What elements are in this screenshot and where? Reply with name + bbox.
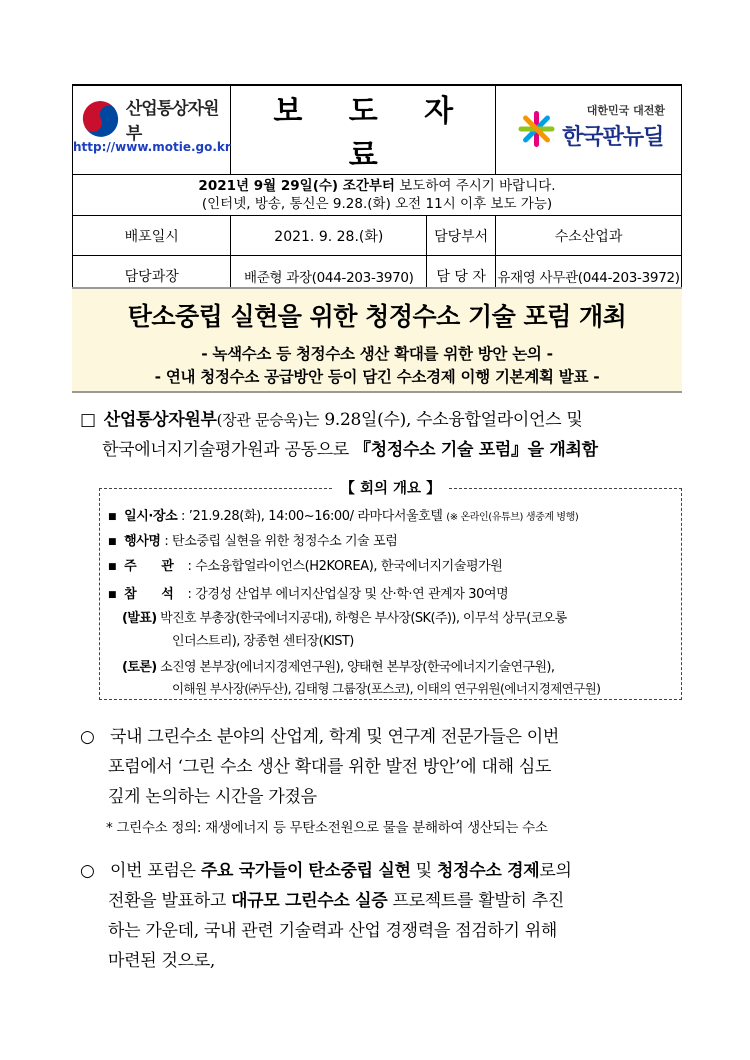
taeguk-emblem-icon <box>77 95 125 143</box>
newdeal-slogan: 대한민국 대전환 <box>586 104 665 117</box>
para2-text: 이번 포럼은 <box>110 861 201 881</box>
ministry-logo <box>83 94 230 144</box>
release-date-label: 배포일시 <box>73 216 231 256</box>
presenter-text-2: 인더스트리), 장종현 센터장(KIST) <box>172 634 354 649</box>
presenter-text-1: 박진호 부총장(한국에너지공대), 하형은 부사장(SK(주)), 이무석 상무(코오롱 <box>156 611 567 626</box>
embargo-notice <box>73 175 682 216</box>
para2-emph-clean-hydrogen: 청정수소 경제 <box>437 861 540 881</box>
press-release-header <box>72 84 682 296</box>
square-bullet-icon: ■ <box>108 561 117 572</box>
debate-text-2: 이해원 부사장(㈜두산), 김태형 그룹장(포스코), 이태의 연구위원(에너지경제연구원) <box>172 681 601 696</box>
manager-value: 배준형 과장(044-203-3970) <box>231 256 427 296</box>
dept-label: 담당부서 <box>427 216 496 256</box>
presenters-line-1 <box>122 607 567 626</box>
datetime-label: 일시·장소 <box>124 509 178 524</box>
para2-line-2a: 전환을 발표하고 <box>108 891 232 911</box>
circle-bullet: ○ <box>80 861 95 881</box>
meeting-datetime-row <box>108 505 578 524</box>
embargo-date: 2021년 9월 29일(수) 조간부터 <box>198 178 395 194</box>
newdeal-name: 한국판뉴딜 <box>562 125 664 150</box>
circle-bullet: ○ <box>80 727 95 747</box>
para2-line-2c: 프로젝트를 활발히 추진 <box>387 891 564 911</box>
paragraph-background <box>80 856 680 976</box>
square-bullet-icon: ■ <box>108 589 117 600</box>
lead-org: 산업통상자원부 <box>103 410 217 430</box>
meeting-event-row <box>108 530 397 549</box>
lead-text-1: 는 9.28일(수), 수소융합얼라이언스 및 <box>303 410 583 430</box>
square-bullet-icon: ■ <box>108 511 117 522</box>
newdeal-logo <box>516 106 663 151</box>
event-value: : 탄소중립 실현을 위한 청정수소 기술 포럼 <box>160 534 398 549</box>
datetime-value: : ’21.9.28(화), 14:00~16:00/ 라마다서울호텔 <box>177 509 447 524</box>
release-date-value: 2021. 9. 28.(화) <box>231 216 427 256</box>
ministry-url[interactable]: http://www.motie.go.kr <box>73 140 231 154</box>
embargo-online-note: (인터넷, 방송, 통신은 9.28.(화) 오전 11시 이후 보도 가능) <box>201 196 553 212</box>
para2-emph-carbon-neutral: 탄소중립 실현 <box>308 861 411 881</box>
headline-title: 탄소중립 실현을 위한 청정수소 기술 포럼 개최 <box>127 302 627 331</box>
lead-text-2: 한국에너지기술평가원과 공동으로 <box>102 440 355 460</box>
lead-forum-name: 『청정수소 기술 포럼』 <box>354 440 528 460</box>
para1-line-1: 국내 그린수소 분야의 산업계, 학계 및 연구계 전문가들은 이번 <box>110 727 559 747</box>
para1-line-3: 깊게 논의하는 시간을 가졌음 <box>108 787 317 807</box>
staff-value: 유재영 사무관(044-203-3972) <box>496 256 682 296</box>
datetime-note: (※ 온라인(유튜브) 생중계 병행) <box>446 512 579 523</box>
host-value: : 수소융합얼라이언스(H2KOREA), 한국에너지기술평가원 <box>183 559 503 574</box>
presenter-label: (발표) <box>122 611 157 626</box>
para2-text: 로의 <box>539 861 572 881</box>
embargo-text: 보도하여 주시기 바랍니다. <box>394 178 556 194</box>
newdeal-logo-cell <box>496 85 682 175</box>
meeting-host-row <box>108 555 502 574</box>
event-label: 행사명 <box>124 534 161 549</box>
para2-emph-countries: 주요 국가들이 <box>200 861 304 881</box>
para1-line-2: 포럼에서 ‘그린 수소 생산 확대를 위한 발전 방안’에 대해 심도 <box>108 757 552 777</box>
lead-paragraph <box>80 405 680 465</box>
dept-value: 수소산업과 <box>496 216 682 256</box>
ministry-logo-cell <box>73 85 231 175</box>
meeting-overview-box <box>99 481 682 700</box>
green-hydrogen-footnote: * 그린수소 정의: 재생에너지 등 무탄소전원으로 물을 분해하여 생산되는 수소 <box>106 820 548 836</box>
meeting-attendees-row <box>108 583 508 602</box>
newdeal-star-icon <box>516 109 556 149</box>
square-bullet: □ <box>80 410 96 430</box>
headline-subtitle-2: - 연내 청정수소 공급방안 등이 담긴 수소경제 이행 기본계획 발표 - <box>154 368 600 386</box>
ministry-name: 산업통상자원부 <box>125 99 219 144</box>
debate-text-1: 소진영 본부장(에너지경제연구원), 양태현 본부장(한국에너지기술연구원), <box>156 660 555 675</box>
meeting-title: 【 회의 개요 】 <box>334 481 446 497</box>
host-label: 주 관 <box>124 559 184 574</box>
square-bullet-icon: ■ <box>108 536 117 547</box>
headline-subtitle-1: - 녹색수소 등 청정수소 생산 확대를 위한 방안 논의 - <box>201 345 553 363</box>
para2-line-3: 하는 가운데, 국내 관련 기술력과 산업 경쟁력을 점검하기 위해 <box>108 921 557 941</box>
debate-label: (토론) <box>122 660 157 675</box>
document-title: 보 도 자 료 <box>231 85 496 175</box>
attend-label: 참 석 <box>124 587 184 602</box>
headline-box <box>72 287 682 393</box>
lead-minister: (장관 문승욱) <box>216 411 304 429</box>
attend-value: : 강경성 산업부 에너지산업실장 및 산·학·연 관계자 30여명 <box>183 587 509 602</box>
debaters-line-1 <box>122 656 554 675</box>
lead-text-3: 을 개최함 <box>527 440 598 460</box>
staff-label: 담 당 자 <box>427 256 496 296</box>
paragraph-discussion <box>80 722 680 812</box>
manager-label: 담당과장 <box>73 256 231 296</box>
para2-line-4: 마련된 것으로, <box>108 951 215 971</box>
para2-text: 및 <box>410 861 437 881</box>
para2-emph-large-scale: 대규모 그린수소 실증 <box>231 891 388 911</box>
